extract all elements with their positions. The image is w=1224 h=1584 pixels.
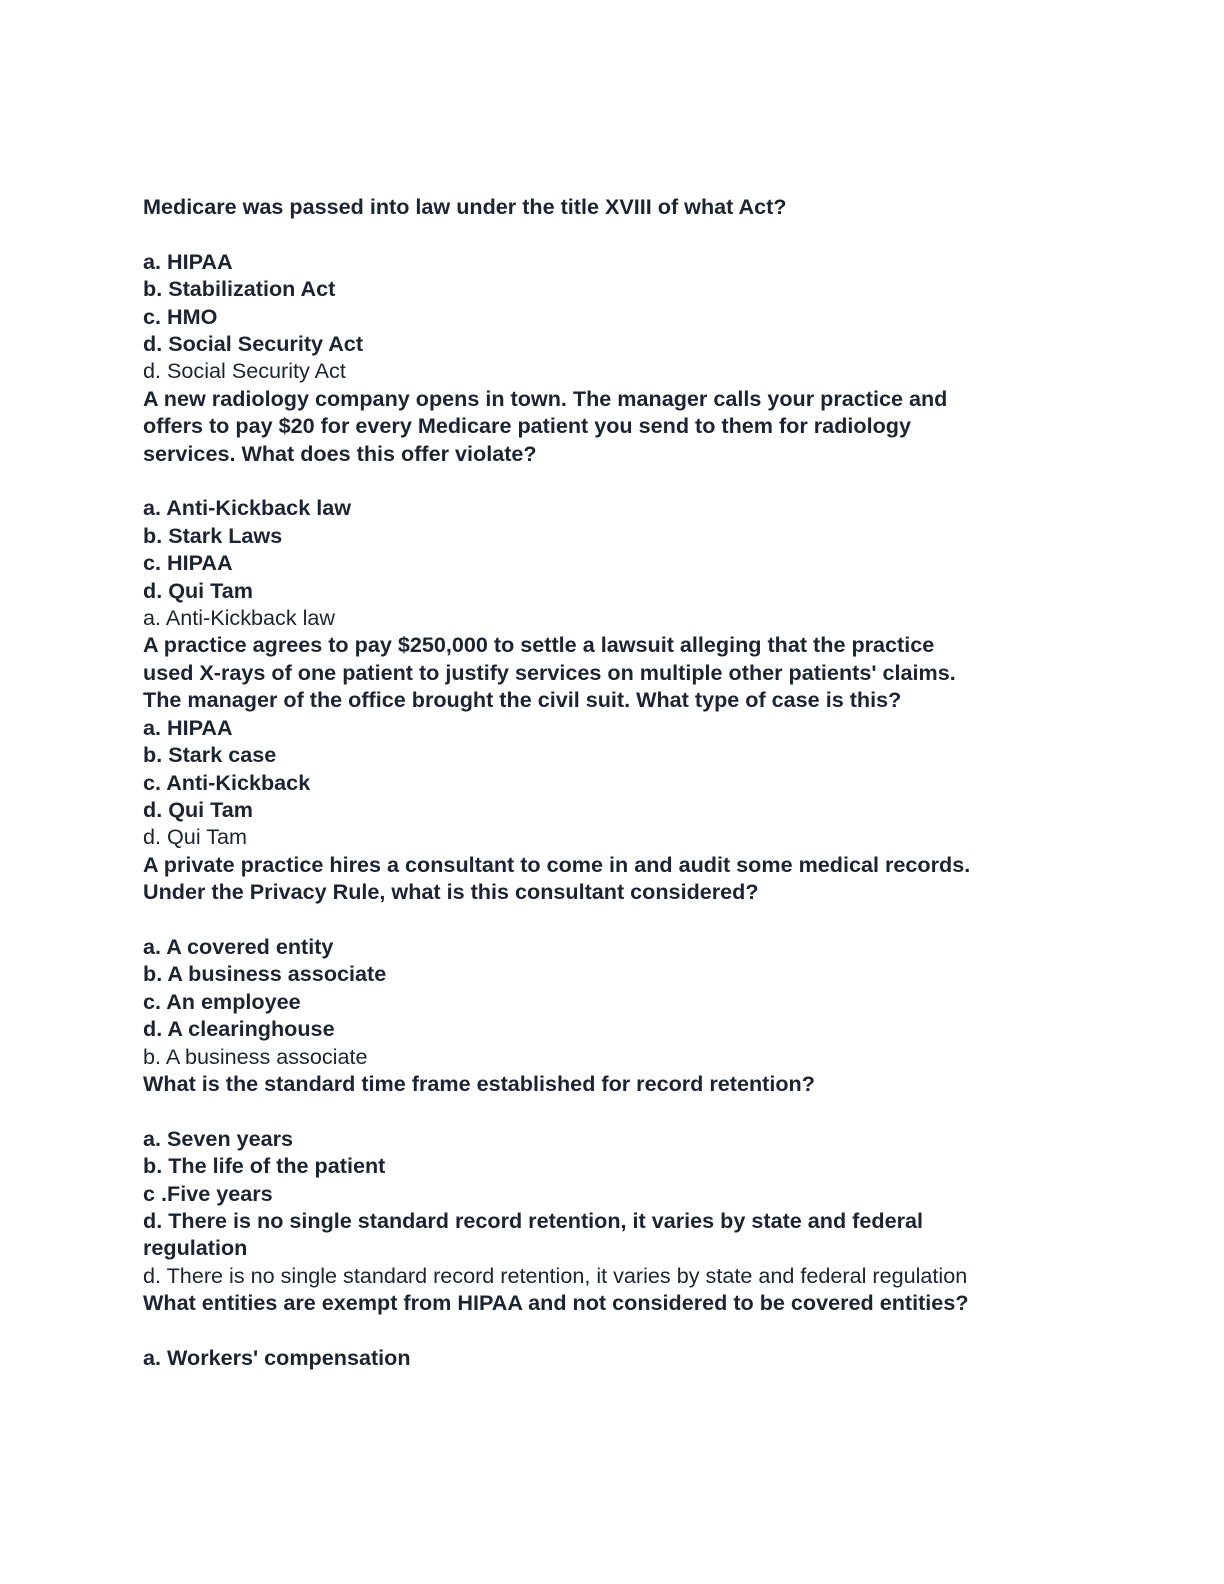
answer-option: c. HMO (143, 303, 218, 329)
answer-option: a. Anti-Kickback law (143, 495, 352, 521)
answer-option: d. A clearinghouse (143, 1016, 335, 1042)
question-text-line: A practice agrees to pay $250,000 to settle a lawsuit alleging that the practice (143, 632, 935, 658)
question-text-line: Medicare was passed into law under the title XVIII of what Act? (143, 194, 787, 219)
correct-answer: d. There is no single standard record retention, it varies by state and federal regulation (143, 1262, 968, 1288)
answer-option: a. Seven years (143, 1125, 294, 1151)
answer-option: c. An employee (143, 988, 301, 1014)
answer-option: c .Five years (143, 1180, 273, 1206)
answer-option: b. Stark Laws (143, 522, 283, 548)
question-text-line: A private practice hires a consultant to come in and audit some medical records. (143, 851, 971, 877)
answer-option: b. Stabilization Act (143, 276, 336, 302)
correct-answer: d. Social Security Act (143, 358, 346, 384)
correct-answer: a. Anti-Kickback law (143, 605, 336, 631)
question-block (143, 1070, 1103, 1289)
question-text-line: offers to pay $20 for every Medicare patient you send to them for radiology (143, 413, 911, 439)
question-text-line: A new radiology company opens in town. The manager calls your practice and (143, 385, 948, 411)
blank-line (143, 220, 1103, 247)
answer-option: a. HIPAA (143, 714, 233, 740)
answer-option: c. Anti-Kickback (143, 769, 311, 795)
question-block (143, 1289, 1103, 1371)
blank-line (143, 1317, 1103, 1344)
question-text-line: services. What does this offer violate? (143, 440, 537, 466)
document-body (143, 193, 1103, 1371)
answer-option: a. HIPAA (143, 248, 233, 274)
answer-option: regulation (143, 1235, 248, 1261)
question-block (143, 385, 1103, 632)
correct-answer: d. Qui Tam (143, 824, 248, 850)
answer-option: d. There is no single standard record retention, it varies by state and federal (143, 1207, 923, 1233)
answer-option: b. The life of the patient (143, 1153, 386, 1179)
question-text-line: What is the standard time frame established for record retention? (143, 1070, 815, 1096)
answer-option: a. Workers' compensation (143, 1344, 411, 1370)
answer-option: b. A business associate (143, 961, 387, 987)
question-text-line: Under the Privacy Rule, what is this consultant considered? (143, 879, 759, 905)
blank-line (143, 906, 1103, 933)
question-block (143, 631, 1103, 850)
answer-option: b. Stark case (143, 742, 277, 768)
blank-line (143, 1097, 1103, 1124)
correct-answer: b. A business associate (143, 1043, 368, 1069)
blank-line (143, 467, 1103, 494)
question-text-line: The manager of the office brought the civil suit. What type of case is this? (143, 687, 902, 713)
question-block (143, 851, 1103, 1070)
question-text-line: What entities are exempt from HIPAA and not considered to be covered entities? (143, 1290, 969, 1316)
answer-option: a. A covered entity (143, 933, 334, 959)
answer-option: d. Qui Tam (143, 796, 253, 822)
answer-option: d. Qui Tam (143, 577, 253, 603)
answer-option: d. Social Security Act (143, 331, 364, 357)
question-text-line: used X-rays of one patient to justify services on multiple other patients' claims. (143, 659, 956, 685)
question-block (143, 193, 1103, 385)
answer-option: c. HIPAA (143, 550, 233, 576)
